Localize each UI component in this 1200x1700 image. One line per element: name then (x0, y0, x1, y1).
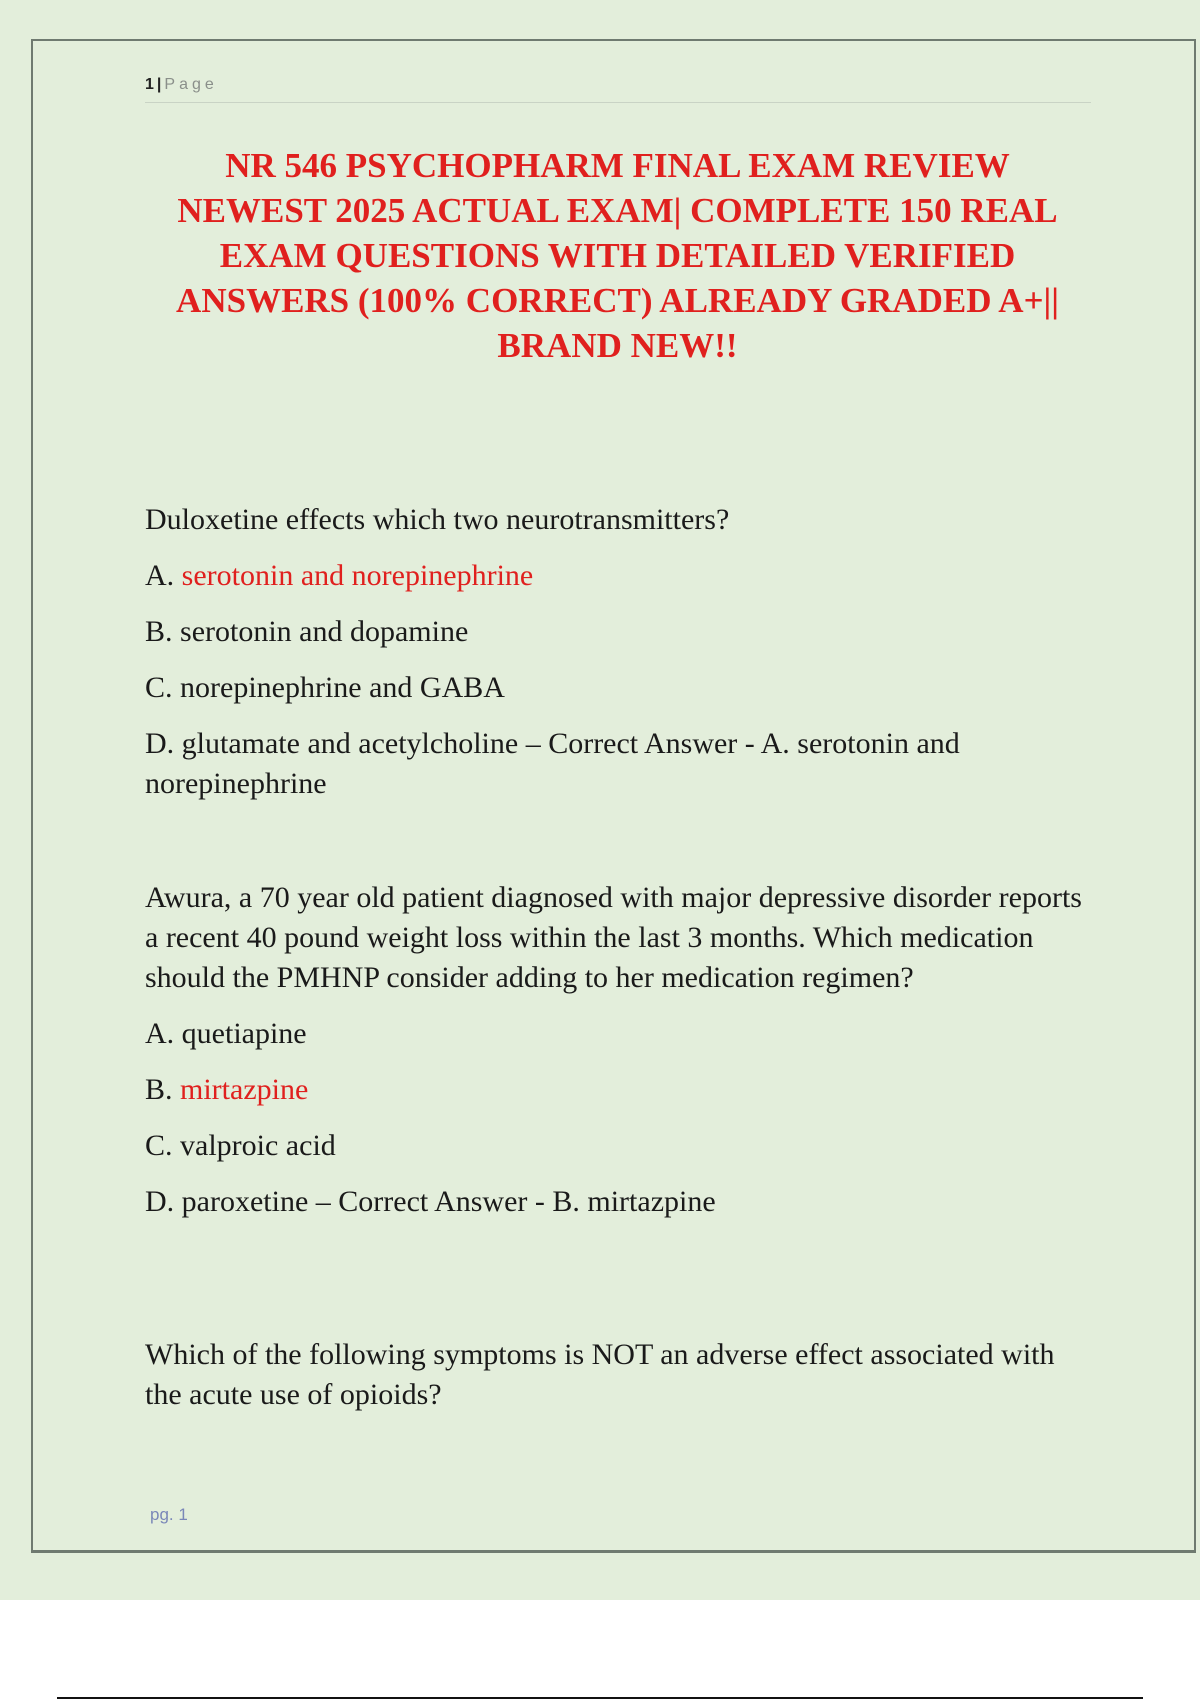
question-text: Which of the following symptoms is NOT an adverse effect associated with the acute use of opioids? (145, 1338, 1055, 1411)
option-text-highlighted: serotonin and norepinephrine (181, 559, 534, 592)
option-a (145, 1014, 1085, 1054)
footer-page-indicator: pg. 1 (150, 1505, 188, 1524)
option-a (145, 556, 1085, 596)
option-d (145, 1182, 1085, 1222)
page-header (145, 76, 1091, 103)
question-text: Awura, a 70 year old patient diagnosed with major depressive disorder reports a recent 40 pound weight loss within the last 3 months. Which medication should the PMHNP consider adding to her medication regimen? (145, 881, 1082, 994)
option-letter: A. (145, 559, 175, 592)
question-block-1 (145, 500, 1085, 820)
option-text-highlighted: mirtazpine (180, 1073, 309, 1106)
option-text: glutamate and acetylcholine – Correct Answer - A. serotonin and norepinephrine (145, 727, 960, 800)
option-c (145, 668, 1085, 708)
option-text: serotonin and dopamine (180, 615, 469, 648)
question-block-2 (145, 878, 1085, 1238)
option-text: quetiapine (181, 1017, 307, 1050)
bottom-divider (57, 1697, 1143, 1699)
option-c (145, 1126, 1085, 1166)
header-page-label: Page (164, 76, 218, 93)
option-text: valproic acid (180, 1129, 336, 1162)
question-block-3 (145, 1335, 1085, 1431)
question-text: Duloxetine effects which two neurotransmitters? (145, 503, 730, 536)
option-text: paroxetine – Correct Answer - B. mirtazpine (181, 1185, 716, 1218)
header-separator: | (156, 76, 162, 93)
option-letter: C. (145, 1129, 173, 1162)
option-d (145, 724, 1085, 804)
option-letter: C. (145, 671, 173, 704)
option-text: norepinephrine and GABA (180, 671, 505, 704)
option-b (145, 612, 1085, 652)
option-letter: B. (145, 615, 173, 648)
option-letter: B. (145, 1073, 173, 1106)
option-letter: A. (145, 1017, 175, 1050)
header-page-number: 1 (145, 76, 154, 93)
document-title: NR 546 PSYCHOPHARM FINAL EXAM REVIEW NEWEST 2025 ACTUAL EXAM| COMPLETE 150 REAL EXAM QUESTIONS WITH DETAILED VERIFIED ANSWERS (100% CORRECT) ALREADY GRADED A+|| BRAND NEW!! (176, 146, 1059, 365)
option-letter: D. (145, 727, 175, 760)
option-letter: D. (145, 1185, 175, 1218)
option-b (145, 1070, 1085, 1110)
